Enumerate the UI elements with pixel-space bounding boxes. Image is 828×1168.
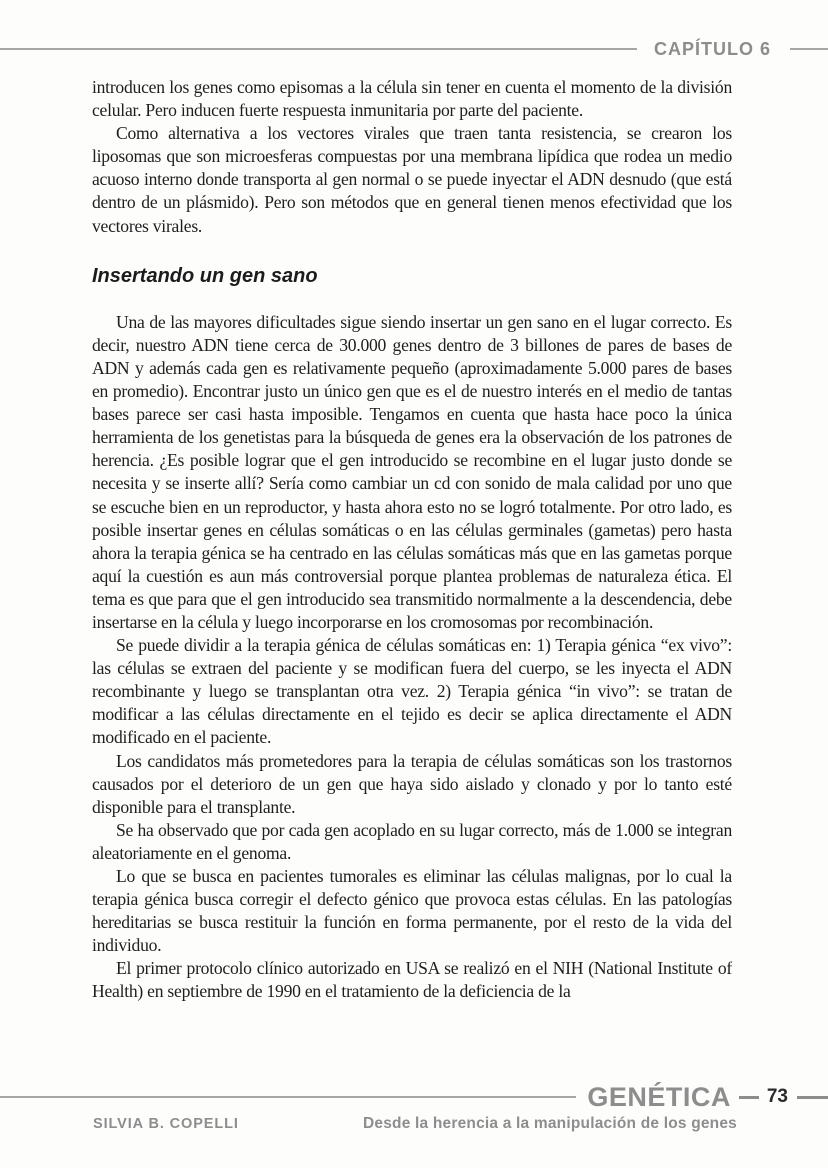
footer-dash-right bbox=[797, 1096, 828, 1099]
body-paragraph: Se ha observado que por cada gen acoplado en su lugar correcto, más de 1.000 se integran aleatoriamente en el genoma. bbox=[92, 819, 732, 863]
body-paragraph: Como alternativa a los vectores virales que traen tanta resistencia, se crearon los liposomas que son microesferas compuestas por una membrana lipídica que rodea un medio acuoso interno donde transporta al gen normal o se puede inyectar el ADN desnudo (que está dentro de un plásmido). Pero son métodos que en general tienen menos efectividad que los vectores virales. bbox=[92, 123, 732, 236]
book-title: GENÉTICA bbox=[587, 1081, 731, 1112]
body-paragraph: introducen los genes como episomas a la célula sin tener en cuenta el momento de la división celular. Pero inducen fuerte respuesta inmunitaria por parte del paciente. bbox=[92, 77, 732, 121]
body-paragraph: Los candidatos más prometedores para la terapia de células somáticas son los trastornos causados por el deterioro de un gen que haya sido aislado y clonado y por lo tanto esté disponible para el transplante. bbox=[92, 750, 732, 817]
footer-credit-row bbox=[0, 1112, 828, 1133]
header-rule-left bbox=[0, 48, 637, 50]
header-rule-right bbox=[790, 48, 828, 50]
footer-rule-left bbox=[0, 1096, 576, 1098]
footer-title-row bbox=[0, 1082, 828, 1112]
page-header bbox=[0, 38, 828, 60]
page-footer bbox=[0, 1082, 828, 1133]
body-paragraph: El primer protocolo clínico autorizado en USA se realizó en el NIH (National Institute of Health) en septiembre de 1990 en el tratamiento de la deficiencia de la bbox=[92, 958, 732, 1002]
body-paragraph: Se puede dividir a la terapia génica de células somáticas en: 1) Terapia génica “ex vivo”: las células se extraen del paciente y se modifican fuera del cuerpo, se les inyecta el ADN recombinante y luego se transplantan otra vez. 2) Terapia génica “in vivo”: se tratan de modificar a las células directamente en el tejido es decir se aplica directamente el ADN modificado en el paciente. bbox=[92, 635, 732, 748]
page-number: 73 bbox=[766, 1086, 788, 1107]
page-body bbox=[92, 76, 732, 1004]
book-subtitle: Desde la herencia a la manipulación de los genes bbox=[363, 1115, 737, 1132]
body-paragraph: Lo que se busca en pacientes tumorales es eliminar las células malignas, por lo cual la terapia génica busca corregir el defecto génico que provoca estas células. En las patologías hereditarias se busca restituir la función en forma permanente, por el resto de la vida del individuo. bbox=[92, 866, 732, 956]
chapter-label: CAPÍTULO 6 bbox=[653, 38, 771, 59]
body-paragraph: Una de las mayores dificultades sigue siendo insertar un gen sano en el lugar correcto. Es decir, nuestro ADN tiene cerca de 30.000 genes dentro de 3 billones de pares de bases de ADN y además cada gen es relativamente pequeño (aproximadamente 5.000 pares de bases en promedio). Encontrar justo un único gen que es el de nuestro interés en el medio de tantas bases parece ser casi hasta imposible. Tengamos en cuenta que hasta hace poco la única herramienta de los genetistas para la búsqueda de genes era la observación de los patrones de herencia. ¿Es posible lograr que el gen introducido se recombine en el lugar justo donde se necesita y se inserte allí? Sería como cambiar un cd con sonido de mala calidad por uno que se escuche bien en un reproductor, y hasta ahora esto no se logró totalmente. Por otro lado, es posible insertar genes en células somáticas o en las células germinales (gametas) pero hasta ahora la terapia génica se ha centrado en las células somáticas más que en las gametas porque aquí la cuestión es aun más controversial porque plantea problemas de naturaleza ética. El tema es que para que el gen introducido sea transmitido normalmente a la descendencia, debe insertarse en la célula y luego incorporarse en los cromosomas por recombinación. bbox=[92, 311, 732, 632]
footer-dash-left bbox=[739, 1096, 759, 1099]
author-name: SILVIA B. COPELLI bbox=[93, 1116, 239, 1132]
section-heading: Insertando un gen sano bbox=[92, 264, 318, 287]
